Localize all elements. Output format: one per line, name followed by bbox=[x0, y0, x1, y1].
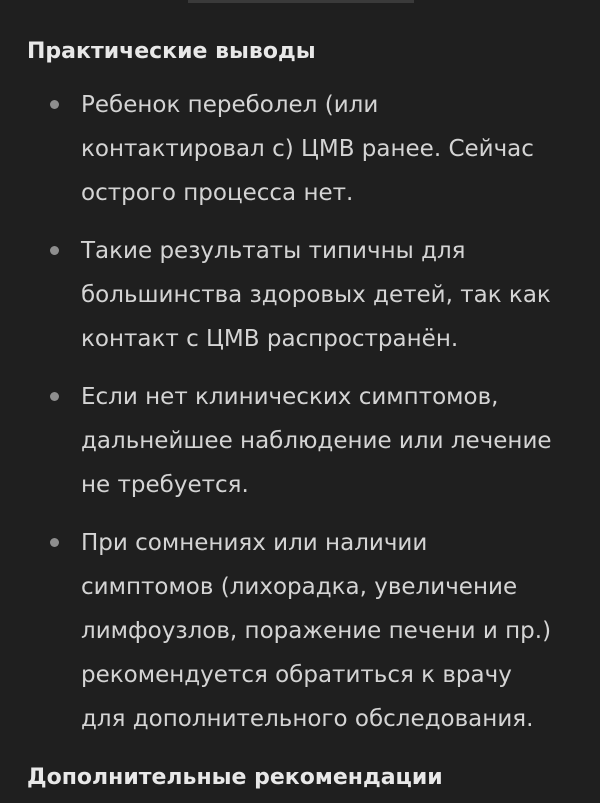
list-item-line: лимфоузлов, поражение печени и пр.) bbox=[81, 618, 552, 644]
list-item-line: контактировал с) ЦМВ ранее. Сейчас bbox=[81, 136, 534, 162]
list-item bbox=[81, 83, 581, 215]
list-item-line: симптомов (лихорадка, увеличение bbox=[81, 574, 518, 600]
list-item-line: контакт с ЦМВ распространён. bbox=[81, 326, 459, 352]
list-item-line: дальнейшее наблюдение или лечение bbox=[81, 428, 552, 454]
list-item-line: для дополнительного обследования. bbox=[81, 706, 534, 732]
bullet-dot-icon bbox=[50, 392, 59, 401]
section-heading-additional-recommendations: Дополнительные рекомендации bbox=[27, 765, 443, 790]
bullet-dot-icon bbox=[50, 538, 59, 547]
top-divider bbox=[188, 0, 414, 3]
list-item bbox=[81, 229, 581, 361]
list-item-line: Ребенок переболел (или bbox=[81, 92, 379, 118]
list-item-line: Если нет клинических симптомов, bbox=[81, 384, 499, 410]
list-item bbox=[81, 375, 581, 507]
list-item-line: рекомендуется обратиться к врачу bbox=[81, 662, 512, 688]
list-item-line: Такие результаты типичны для bbox=[81, 238, 466, 264]
section-heading-practical-conclusions: Практические выводы bbox=[27, 39, 316, 64]
list-item-line: острого процесса нет. bbox=[81, 180, 354, 206]
list-item bbox=[81, 521, 581, 741]
list-item-line: не требуется. bbox=[81, 472, 249, 498]
list-item-line: большинства здоровых детей, так как bbox=[81, 282, 551, 308]
bullet-dot-icon bbox=[50, 246, 59, 255]
list-item-line: При сомнениях или наличии bbox=[81, 530, 428, 556]
bullet-dot-icon bbox=[50, 100, 59, 109]
